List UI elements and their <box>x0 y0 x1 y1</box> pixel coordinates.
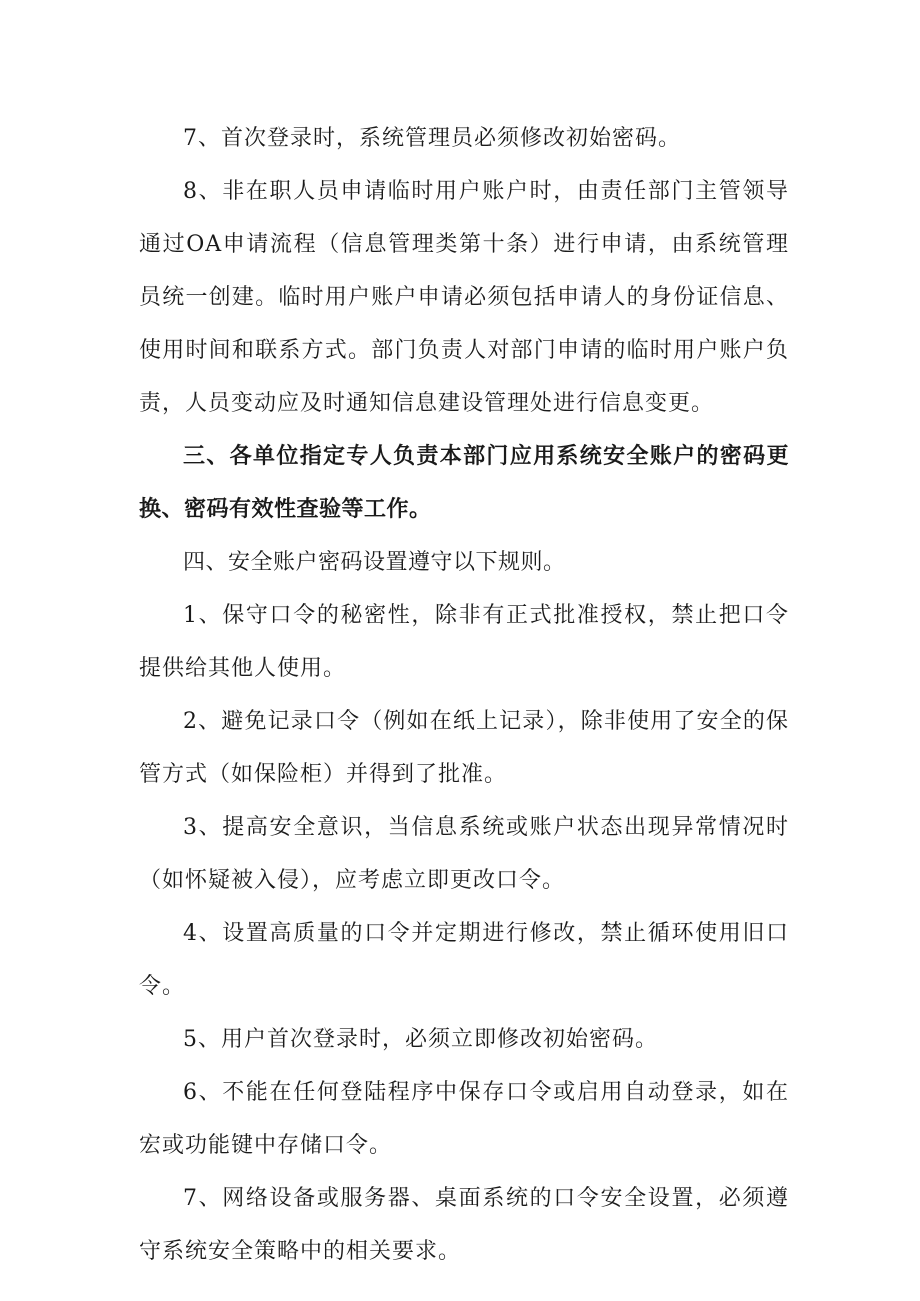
section-4-heading: 四、安全账户密码设置遵守以下规则。 <box>183 550 566 575</box>
password-rule-7: 7、网络设备或服务器、桌面系统的口令安全设置，必须遵守系统安全策略中的相关要求。 <box>139 1186 789 1264</box>
password-rule-2: 2、避免记录口令（例如在纸上记录），除非使用了安全的保管方式（如保险柜）并得到了批准。 <box>139 709 789 787</box>
password-rule-6: 6、不能在任何登陆程序中保存口令或启用自动登录，如在宏或功能键中存储口令。 <box>139 1080 789 1158</box>
paragraph-rule-8-temporary-account: 8、非在职人员申请临时用户账户时，由责任部门主管领导通过OA申请流程（信息管理类第十条）进行申请，由系统管理员统一创建。临时用户账户申请必须包括申请人的身份证信息、使用时间和联系方式。部门负责人对部门申请的临时用户账户负责，人员变动应及时通知信息建设管理处进行信息变更。 <box>139 179 789 416</box>
password-rule-3: 3、提高安全意识，当信息系统或账户状态出现异常情况时（如怀疑被入侵），应考虑立即更改口令。 <box>139 815 789 893</box>
password-rule-5: 5、用户首次登录时，必须立即修改初始密码。 <box>183 1027 658 1052</box>
password-rule-1: 1、保守口令的秘密性，除非有正式批准授权，禁止把口令提供给其他人使用。 <box>139 603 789 681</box>
document-body <box>139 112 789 1278</box>
paragraph-rule-7-initial-password: 7、首次登录时，系统管理员必须修改初始密码。 <box>183 126 681 151</box>
password-rule-4: 4、设置高质量的口令并定期进行修改，禁止循环使用旧口令。 <box>139 921 789 999</box>
section-3-heading: 三、各单位指定专人负责本部门应用系统安全账户的密码更换、密码有效性查验等工作。 <box>139 444 789 522</box>
